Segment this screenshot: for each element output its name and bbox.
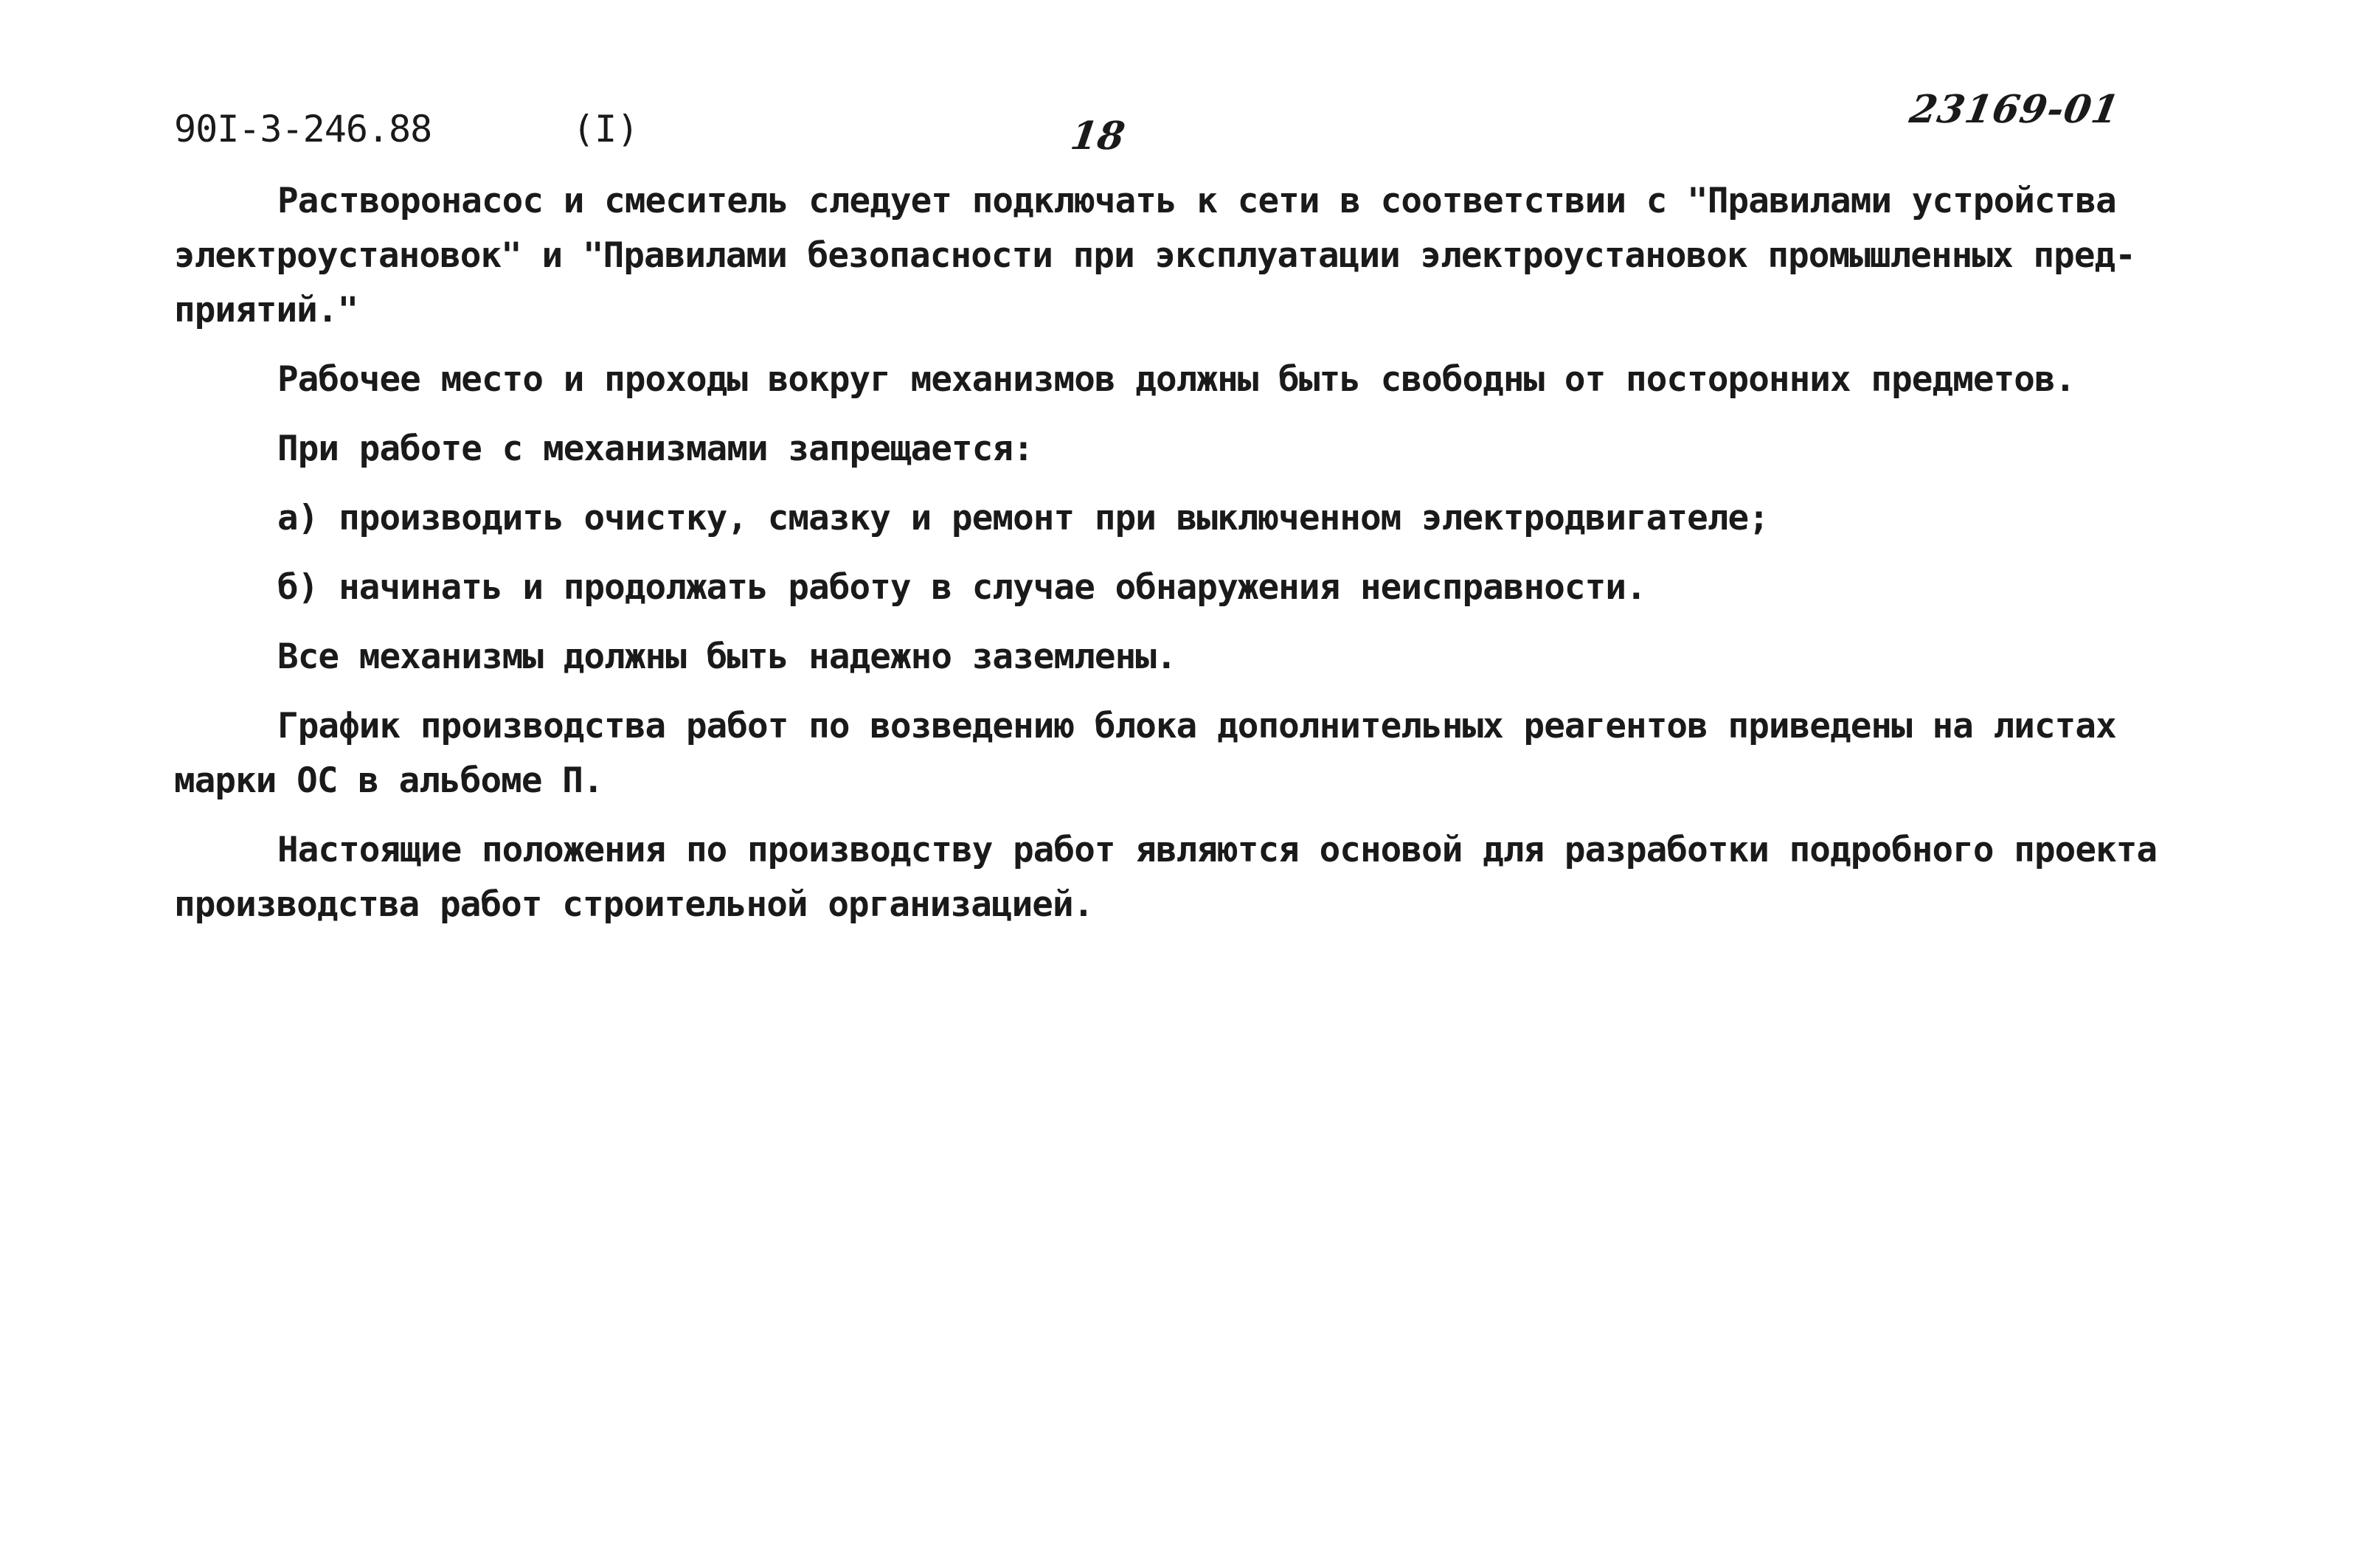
paragraph-line: Все механизмы должны быть надежно заземлены. <box>277 636 1176 677</box>
paragraph-line: Растворонасос и смеситель следует подключать к сети в соответствии с "Правилами устройства <box>277 181 2116 221</box>
paragraph-line: График производства работ по возведению блока дополнительных реагентов приведены на листах <box>277 706 2116 746</box>
paragraph-line: Настоящие положения по производству работ являются основой для разработки подробного проекта <box>277 830 2158 870</box>
list-item: б) начинать и продолжать работу в случае обнаружения неисправности. <box>277 567 1646 608</box>
archive-number: 23169-01 <box>1906 87 2124 132</box>
page-number: 18 <box>1067 114 1128 159</box>
part-number: (I) <box>572 108 640 150</box>
paragraph-line: электроустановок" и "Правилами безопасности при эксплуатации электроустановок промышленных пред- <box>174 235 2135 276</box>
paragraph-line: производства работ строительной организацией. <box>174 884 1094 925</box>
document-body <box>174 174 2195 932</box>
document-code: 90I-3-246.88 <box>174 108 432 150</box>
paragraph-line: При работе с механизмами запрещается: <box>277 429 1033 469</box>
paragraph-line: Рабочее место и проходы вокруг механизмов должны быть свободны от посторонних предметов. <box>277 359 2076 400</box>
list-item: а) производить очистку, смазку и ремонт при выключенном электродвигателе; <box>277 498 1769 538</box>
paragraph-line: приятий." <box>174 290 358 330</box>
paragraph-line: марки ОС в альбоме П. <box>174 760 603 801</box>
